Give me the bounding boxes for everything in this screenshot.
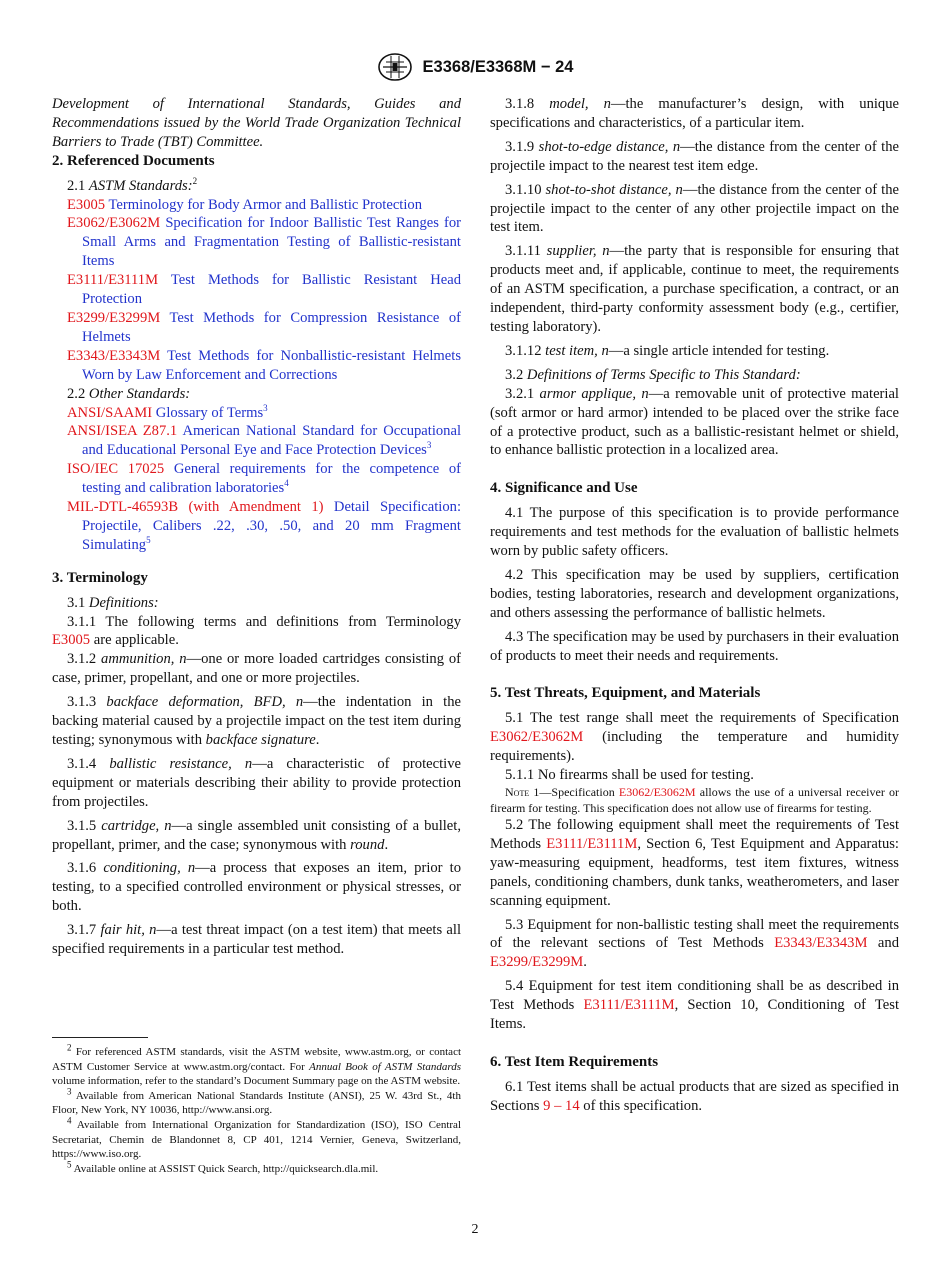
definition-3-1-1: 3.1.1 The following terms and definitions from Terminology E3005 are applicable. xyxy=(52,613,461,649)
e3111-link[interactable]: E3111/E3111M xyxy=(546,835,638,852)
definition-item: 3.1.7 fair hit, n—a test threat impact (on a test item) that meets all specified requirements in a particular test method. xyxy=(52,922,462,958)
definition-item: 3.1.10 shot-to-shot distance, n—the distance from the center of the projectile impact to the center of any other projectile impact on the test item. xyxy=(490,181,899,236)
e3005-link[interactable]: E3005 xyxy=(52,632,91,649)
footnote: $^5$ Available online at ASSIST Quick Search, http://quicksearch.dla.mil. xyxy=(67,1159,379,1175)
definition-item: 3.1.2 ammunition, n—one or more loaded cartridges consisting of case, primer, propellant, and one or more projectiles. xyxy=(52,651,461,687)
subsection-2-2: 2.2 Other Standards: xyxy=(67,385,191,402)
page-number: 2 xyxy=(471,1222,479,1237)
sections-link[interactable]: 9 – 14 xyxy=(543,1097,580,1114)
definition-3-2-1: 3.2.1 armor applique, n—a removable unit of protective material (soft armor or hard armor) intended to be placed over the strike face of a protective product, such as a ballistic-resistant helmet or shield, to enhance ballistic protection in a localized area. xyxy=(490,385,899,459)
paragraph-6-1: 6.1 Test items shall be actual products that are sized as specified in Sections 9 – 14 of this specification. xyxy=(490,1078,899,1114)
section-5-heading: 5. Test Threats, Equipment, and Materials xyxy=(490,685,761,702)
reference-item[interactable]: E3299/E3299M Test Methods for Compression Resistance of Helmets xyxy=(67,309,461,345)
subsection-3-1: 3.1 Definitions: xyxy=(67,594,159,611)
definition-item: 3.1.12 test item, n—a single article intended for testing. xyxy=(505,342,830,359)
paragraph-4-2: 4.2 This specification may be used by suppliers, certification bodies, testing laboratories, research and development organizations, and others assessing the performance of ballistic helmets. xyxy=(490,566,899,621)
left-column xyxy=(52,95,461,964)
section-2-heading: 2. Referenced Documents xyxy=(52,152,215,169)
section-4-heading: 4. Significance and Use xyxy=(490,480,638,497)
e3062-link[interactable]: E3062/E3062M xyxy=(490,729,584,746)
footnote: $^3$ Available from American National Standards Institute (ANSI), 25 W. 43rd St., 4th Floor, New York, NY 10036, http://www.ansi.org. xyxy=(52,1086,461,1117)
intro-paragraph: Development of International Standards, Guides and Recommendations issued by the World Trade Organization Technical Barriers to Trade (TBT) Committee. xyxy=(52,96,461,150)
paragraph-5-3: 5.3 Equipment for non-ballistic testing shall meet the requirements of the relevant sections of Test Methods E3343/E3343M and E3299/E3299M. xyxy=(490,916,899,971)
subsection-3-2: 3.2 Definitions of Terms Specific to This Standard: xyxy=(505,366,801,383)
document-designation: E3368/E3368M − 24 xyxy=(422,57,574,76)
footnote: $^2$ For referenced ASTM standards, visit the ASTM website, www.astm.org, or contact ASTM Customer Service at www.astm.org/contact. For Annual Book of ASTM Standards volume information, refer to the standard’s Document Summary page on the ASTM website. xyxy=(52,1042,462,1088)
e3062-link[interactable]: E3062/E3062M xyxy=(618,785,696,799)
paragraph-5-1-1: 5.1.1 No firearms shall be used for testing. xyxy=(505,767,754,784)
astm-logo-icon xyxy=(377,52,413,82)
e3343-link[interactable]: E3343/E3343M xyxy=(774,935,868,952)
right-column xyxy=(490,95,899,1121)
reference-item[interactable]: E3005 Terminology for Body Armor and Ballistic Protection xyxy=(67,196,423,213)
subsection-2-1: 2.1 ASTM Standards:$^2$ xyxy=(67,175,198,194)
definition-item: 3.1.11 supplier, n—the party that is responsible for ensuring that products meet and, if applicable, continue to meet, the requirements of an ASTM specification, a purchase specification, a contract, or an independent, third-party conformity assessment body (e.g., certifier, testing laboratory). xyxy=(490,243,900,335)
definition-item: 3.1.6 conditioning, n—a process that exposes an item, prior to testing, to a specified controlled environment or physical stresses, or both. xyxy=(52,860,461,915)
footnote: $^4$ Available from International Organization for Standardization (ISO), ISO Central Secretariat, Chemin de Blandonnet 8, CP 401, 1214 Vernier, Geneva, Switzerland, https://www.iso.org. xyxy=(52,1115,461,1161)
other-reference-list xyxy=(52,404,461,555)
paragraph-4-1: 4.1 The purpose of this specification is to provide performance requirements and test methods for the evaluation of ballistic helmets worn by public safety officers. xyxy=(490,505,899,560)
definition-item: 3.1.8 model, n—the manufacturer’s design, with unique specifications and characteristics, of a particular item. xyxy=(490,96,899,131)
note-1: Note 1—Specification E3062/E3062M allows the use of a universal receiver or firearm for testing. This specification does not allow use of firearms for testing. xyxy=(490,785,899,815)
reference-item[interactable]: MIL-DTL-46593B (with Amendment 1) Detail Specification: Projectile, Calibers .22, .30, .50, and 20 mm Fragment Simulating$^5$ xyxy=(67,499,461,553)
paragraph-5-2: 5.2 The following equipment shall meet the requirements of Test Methods E3111/E3111M, Section 6, Test Equipment and Apparatus: yaw-measuring equipment, headforms, test item fixtures, witness panels, conditioning chambers, dunk tanks, weatherometers, and laser scanning equipment. xyxy=(490,817,899,909)
paragraph-4-3: 4.3 The specification may be used by purchasers in their evaluation of products to meet their needs and requirements. xyxy=(490,628,899,664)
section-3-heading: 3. Terminology xyxy=(52,569,148,586)
section-6-heading: 6. Test Item Requirements xyxy=(490,1053,659,1070)
definition-item: 3.1.4 ballistic resistance, n—a characteristic of protective equipment or materials describing their ability to provide protection from projectiles. xyxy=(52,755,461,810)
paragraph-5-1: 5.1 The test range shall meet the requirements of Specification E3062/E3062M (including the temperature and humidity requirements). xyxy=(490,710,899,765)
definition-item: 3.1.5 cartridge, n—a single assembled unit consisting of a bullet, propellant, primer, and the case; synonymous with round. xyxy=(52,817,461,853)
reference-item[interactable]: ANSI/ISEA Z87.1 American National Standard for Occupational and Educational Personal Eye and Face Protection Devices$^3$ xyxy=(67,423,461,459)
e3299-link[interactable]: E3299/E3299M xyxy=(490,954,584,971)
reference-item[interactable]: ANSI/SAAMI Glossary of Terms$^3$ xyxy=(67,402,268,421)
footnote-divider xyxy=(52,1037,148,1038)
reference-item[interactable]: E3343/E3343M Test Methods for Nonballistic-resistant Helmets Worn by Law Enforcement and Corrections xyxy=(67,347,461,383)
reference-item[interactable]: E3062/E3062M Specification for Indoor Ballistic Test Ranges for Small Arms and Fragmentation Testing of Ballistic-resistant Items xyxy=(67,215,461,270)
e3111-link[interactable]: E3111/E3111M xyxy=(583,997,675,1014)
definition-item: 3.1.9 shot-to-edge distance, n—the distance from the center of the projectile impact to the nearest test item edge. xyxy=(490,138,899,174)
reference-item[interactable]: E3111/E3111M Test Methods for Ballistic Resistant Head Protection xyxy=(67,272,461,308)
astm-reference-list xyxy=(52,196,461,385)
paragraph-5-4: 5.4 Equipment for test item conditioning shall be as described in Test Methods E3111/E3111M, Section 10, Conditioning of Test Items. xyxy=(490,978,900,1033)
footnotes xyxy=(52,1042,462,1176)
definition-item: 3.1.3 backface deformation, BFD, n—the indentation in the backing material caused by a projectile impact on the test item during testing; synonymous with backface signature. xyxy=(52,694,461,748)
page-header xyxy=(0,52,950,86)
reference-item[interactable]: ISO/IEC 17025 General requirements for the competence of testing and calibration laboratories$^4$ xyxy=(67,461,461,497)
